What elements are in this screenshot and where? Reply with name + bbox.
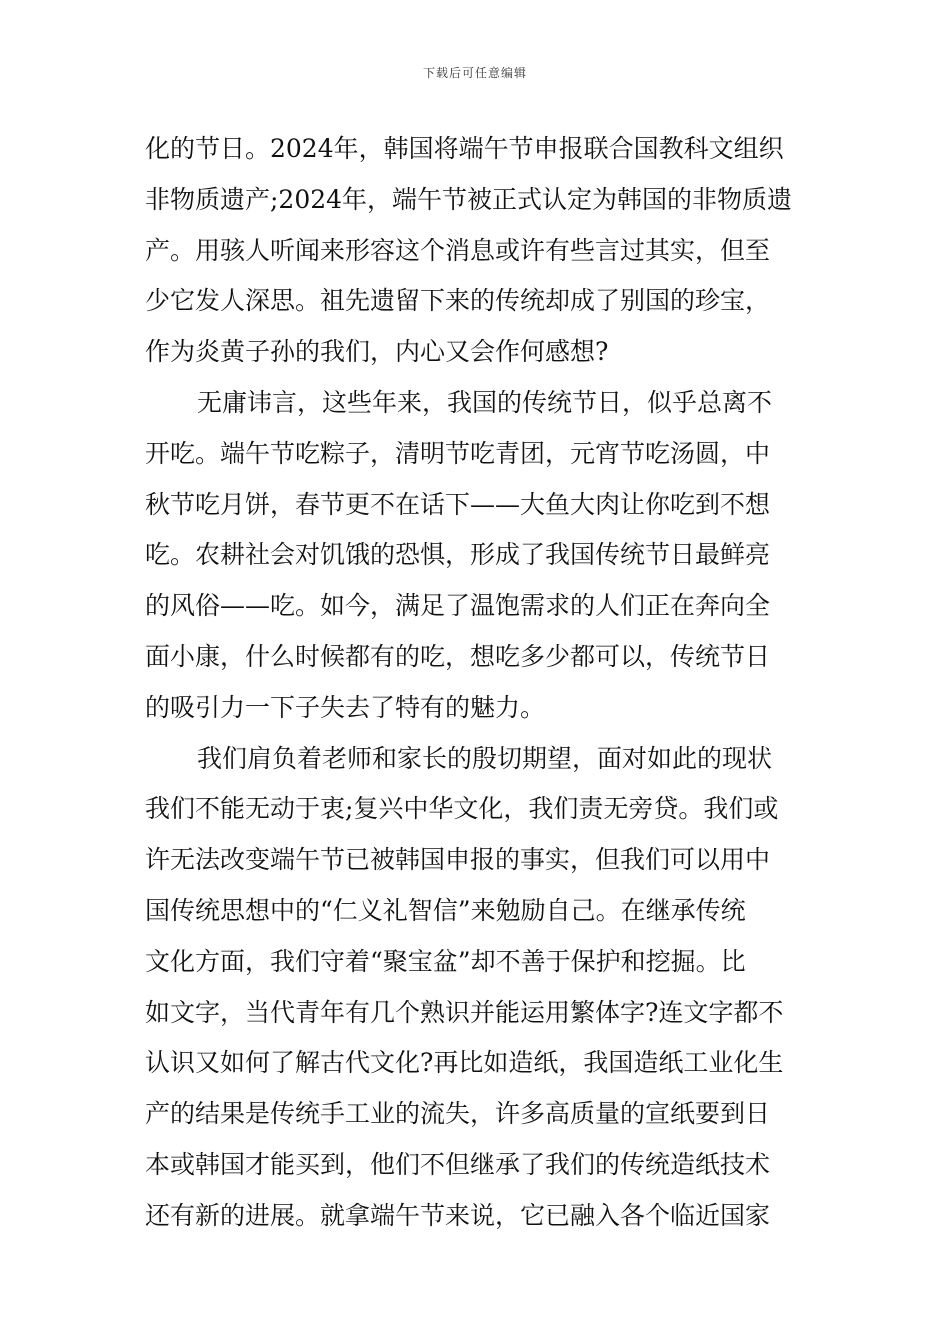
document-body: [145, 124, 815, 1242]
text-line: 非物质遗产;2024年，端午节被正式认定为韩国的非物质遗: [145, 184, 793, 214]
text-line: 国传统思想中的“仁义礼智信”来勉励自己。在继承传统: [145, 895, 746, 925]
text-line: 的吸引力一下子失去了特有的魅力。: [145, 692, 546, 722]
text-line: 面小康，什么时候都有的吃，想吃多少都可以，传统节日: [145, 641, 771, 671]
text-line: 文化方面，我们守着“聚宝盆”却不善于保护和挖掘。比: [145, 946, 746, 976]
text-line: 许无法改变端午节已被韩国申报的事实，但我们可以用中: [145, 845, 771, 875]
text-line: 的风俗——吃。如今，满足了温饱需求的人们正在奔向全: [145, 591, 771, 621]
text-line: 本或韩国才能买到，他们不但继承了我们的传统造纸技术: [145, 1149, 771, 1179]
paragraph-first-line: 我们肩负着老师和家长的殷切期望，面对如此的现状: [197, 743, 773, 773]
text-line: 认识又如何了解古代文化?再比如造纸，我国造纸工业化生: [145, 1048, 784, 1078]
text-line: 吃。农耕社会对饥饿的恐惧，形成了我国传统节日最鲜亮: [145, 540, 771, 570]
text-line: 作为炎黄子孙的我们，内心又会作何感想?: [145, 337, 609, 367]
text-line: 化的节日。2024年，韩国将端午节申报联合国教科文组织: [145, 134, 784, 163]
text-line: 还有新的进展。就拿端午节来说，它已融入各个临近国家: [145, 1200, 771, 1230]
page-header: 下载后可任意编辑: [422, 66, 527, 80]
text-line: 少它发人深思。祖先遗留下来的传统却成了别国的珍宝，: [145, 286, 771, 316]
text-line: 产。用骇人听闻来形容这个消息或许有些言过其实，但至: [145, 235, 771, 265]
text-line: 我们不能无动于衷;复兴中华文化，我们责无旁贷。我们或: [145, 794, 779, 824]
text-line: 产的结果是传统手工业的流失，许多高质量的宣纸要到日: [145, 1099, 771, 1129]
text-line: 秋节吃月饼，春节更不在话下——大鱼大肉让你吃到不想: [145, 489, 771, 519]
paragraph-first-line: 无庸讳言，这些年来，我国的传统节日，似乎总离不: [197, 387, 773, 417]
text-line: 如文字，当代青年有几个熟识并能运用繁体字?连文字都不: [145, 997, 784, 1027]
text-line: 开吃。端午节吃粽子，清明节吃青团，元宵节吃汤圆，中: [145, 438, 771, 468]
